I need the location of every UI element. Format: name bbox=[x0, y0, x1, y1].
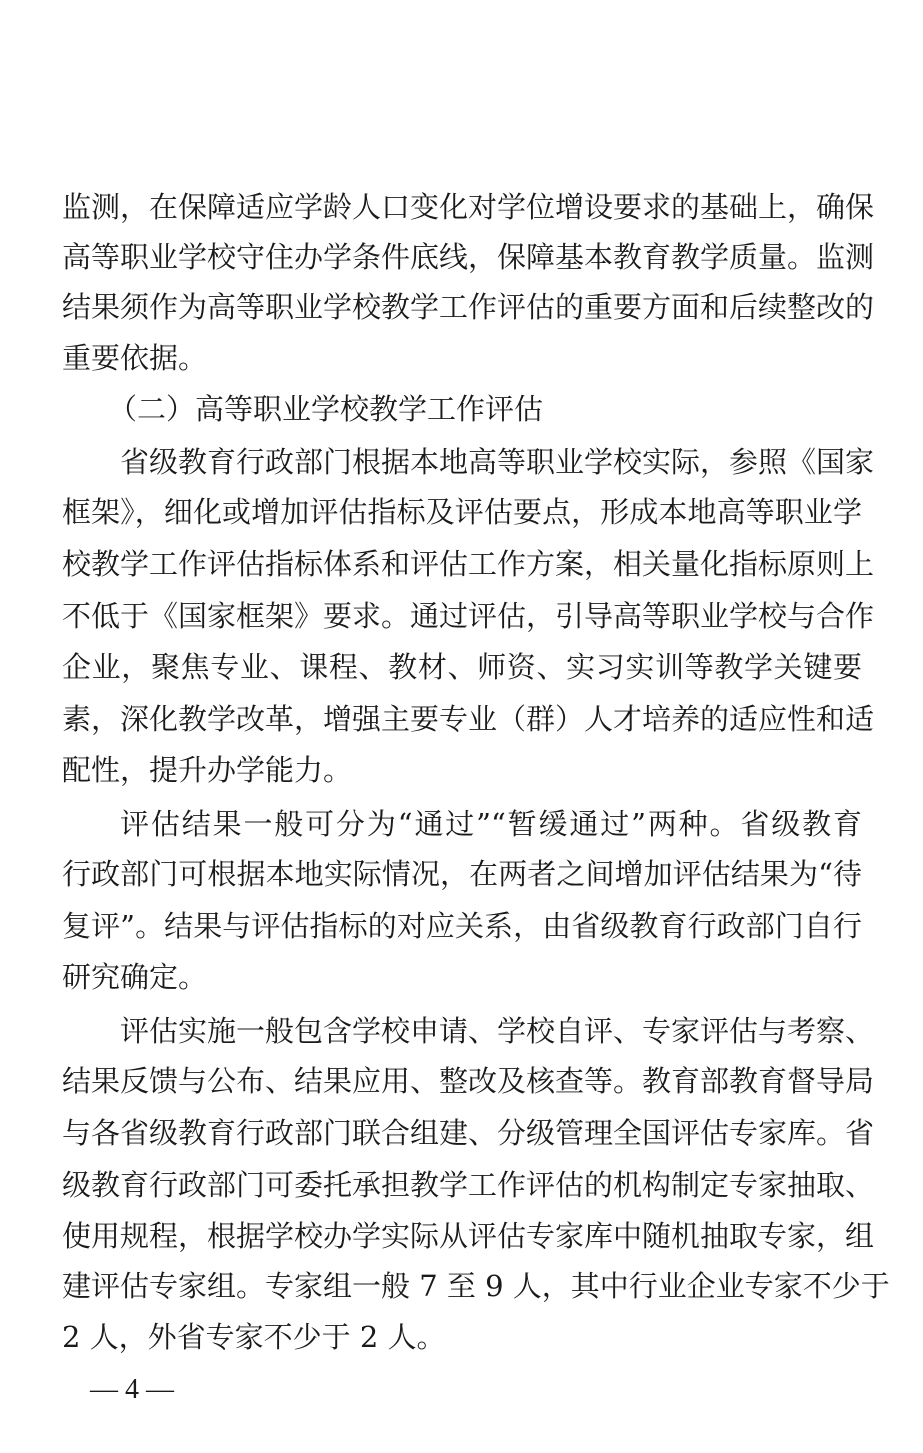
text-line: 不低于《国家框架》要求。通过评估，引导高等职业学校与合作 bbox=[62, 599, 875, 633]
text-line: 建评估专家组。专家组一般 7 至 9 人，其中行业企业专家不少于 bbox=[62, 1269, 890, 1303]
text-line: 监测，在保障适应学龄人口变化对学位增设要求的基础上，确保 bbox=[62, 190, 875, 224]
text-line: 高等职业学校守住办学条件底线，保障基本教育教学质量。监测 bbox=[62, 240, 875, 274]
text-line: 素，深化教学改革，增强主要专业（群）人才培养的适应性和适 bbox=[62, 702, 875, 736]
text-line: 配性，提升办学能力。 bbox=[62, 753, 353, 787]
text-line: 重要依据。 bbox=[62, 341, 208, 375]
text-line: 企业，聚焦专业、课程、教材、师资、实习实训等教学关键要 bbox=[62, 650, 862, 684]
section-heading: （二）高等职业学校教学工作评估 bbox=[108, 392, 544, 426]
text-line: 评估结果一般可分为“通过”“暂缓通过”两种。省级教育 bbox=[120, 807, 862, 841]
page-number: — 4 — bbox=[90, 1374, 174, 1405]
text-line: 级教育行政部门可委托承担教学工作评估的机构制定专家抽取、 bbox=[62, 1168, 875, 1202]
text-line: 评估实施一般包含学校申请、学校自评、专家评估与考察、 bbox=[120, 1014, 875, 1048]
text-line: 行政部门可根据本地实际情况，在两者之间增加评估结果为“待 bbox=[62, 857, 862, 891]
text-line: 使用规程，根据学校办学实际从评估专家库中随机抽取专家，组 bbox=[62, 1219, 875, 1253]
text-line: 2 人，外省专家不少于 2 人。 bbox=[62, 1320, 446, 1354]
text-line: 校教学工作评估指标体系和评估工作方案，相关量化指标原则上 bbox=[62, 547, 875, 581]
text-line: 研究确定。 bbox=[62, 960, 208, 994]
text-line: 省级教育行政部门根据本地高等职业学校实际，参照《国家 bbox=[120, 445, 875, 479]
text-line: 复评”。结果与评估指标的对应关系，由省级教育行政部门自行 bbox=[62, 909, 862, 943]
text-line: 与各省级教育行政部门联合组建、分级管理全国评估专家库。省 bbox=[62, 1116, 875, 1150]
text-line: 框架》，细化或增加评估指标及评估要点，形成本地高等职业学 bbox=[62, 495, 862, 529]
text-line: 结果须作为高等职业学校教学工作评估的重要方面和后续整改的 bbox=[62, 290, 875, 324]
text-line: 结果反馈与公布、结果应用、整改及核查等。教育部教育督导局 bbox=[62, 1064, 875, 1098]
